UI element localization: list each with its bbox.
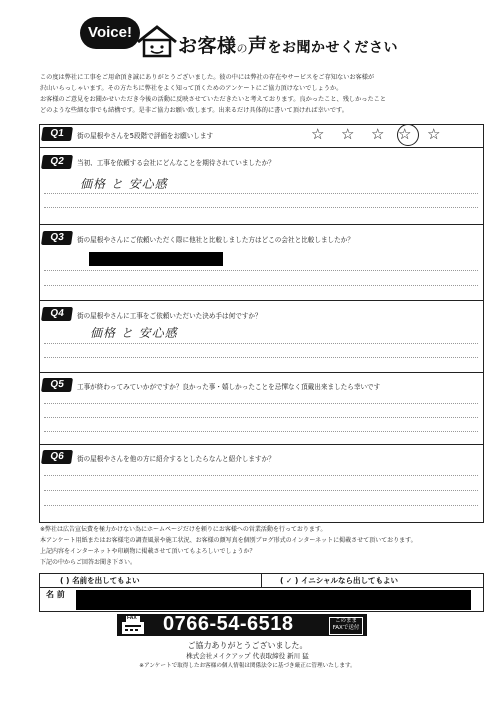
ruled-line [44, 285, 478, 286]
star-icon[interactable]: ☆ [311, 125, 325, 143]
q4-text: 街の屋根やさんに工事をご依頼いただいた決め手は何ですか？ [77, 312, 262, 320]
intro-line: 沢山いらっしゃいます。その方たちに弊社をよく知って頂くためのアンケートにご協力頂けないでしょうか。 [40, 85, 343, 92]
ruled-line [44, 207, 478, 208]
privacy-note: ※アンケートで取得したお客様の個人情報は関係法令に基づき厳正に管理いたします。 [139, 663, 356, 669]
q5-badge: Q5 [41, 378, 73, 392]
fax-bar [117, 614, 367, 636]
q3-badge: Q3 [41, 231, 73, 245]
fax-label: FAX [127, 615, 137, 621]
star-icon[interactable]: ☆ [398, 125, 412, 143]
option-initial-ok-label: イニシャルなら出してもよい [301, 576, 399, 585]
title-no: の [236, 42, 249, 55]
house-icon [136, 24, 178, 58]
q6-badge: Q6 [41, 450, 73, 464]
intro-line: この度は弊社に工事をご用命頂き誠にありがとうございました。彼の中には弊社の存在やサービスをご存知ないお客様が [40, 74, 375, 81]
fax-tag-line: このまま [334, 618, 357, 624]
voice-badge: Voice! [80, 17, 140, 49]
q6-text: 街の屋根やさんを他の方に紹介するとしたらなんと紹介しますか？ [77, 455, 275, 463]
note-line: 本アンケート用紙またはお客様宅の調査風景や施工状況、お客様の顔写真を個別ブログ形式のインターネットに掲載させて頂いております。 [40, 537, 417, 544]
fax-number: 0766-54-6518 [163, 613, 294, 635]
star-icon-selected[interactable]: ☆ [427, 125, 441, 143]
questionnaire [39, 124, 484, 523]
ruled-line [44, 431, 478, 432]
q4-badge: Q4 [41, 307, 73, 321]
divider [40, 444, 483, 445]
option-name-ok-mark[interactable]: ( ) [60, 576, 70, 585]
divider [40, 224, 483, 225]
page-title [178, 31, 398, 58]
ruled-line [44, 343, 478, 344]
title-koe: 声 [248, 35, 268, 57]
fax-tag [329, 617, 363, 635]
name-field-label: 名 前 [46, 590, 65, 599]
q1-badge: Q1 [41, 127, 73, 141]
q5-text: 工事が終わってみていかがですか？良かった事・嬉しかったことを忌憚なく頂戴出来ましたら幸いです [77, 383, 381, 391]
name-field-redacted[interactable] [76, 590, 471, 610]
q2-text: 当初、工事を依頼する会社にどんなことを期待されていましたか？ [77, 159, 275, 167]
rating-selection-circle [397, 124, 419, 146]
note-line: 下記の中からご回答お聞き下さい。 [40, 559, 137, 566]
intro-line: どのような些細な事でも結構です。是非ご協力お願い致します。出来るだけ具体的に書いて頂ければ幸いです。 [40, 107, 348, 114]
option-name-ok-label: 名前を出してもよい [72, 576, 140, 585]
title-rest: をお聞かせください [267, 40, 399, 56]
q2-answer: 価格 と 安心感 [80, 177, 168, 191]
fax-tag-line: FAXで送付 [332, 625, 360, 631]
q4-answer: 価格 と 安心感 [90, 326, 178, 340]
intro-line: お客様のご意見をお聞かせいただき今後の活動に反映させていただきたいと考えております。良かったこと、残しかったこと [40, 96, 387, 103]
thanks-text: ご協力ありがとうございました。 [187, 641, 308, 650]
title-kokyakusama: 客様 [197, 35, 237, 57]
ruled-line [44, 490, 478, 491]
ruled-line [44, 403, 478, 404]
company-signature: 株式会社メイクアップ 代表取締役 新川 猛 [186, 652, 309, 660]
note-line: 上記内容をインターネットや印刷物に掲載させて頂いてもよろしいでしょうか？ [40, 548, 256, 555]
redacted-company-2 [163, 252, 223, 266]
divider [40, 147, 483, 148]
title-o: お [178, 35, 198, 57]
star-icon[interactable]: ☆ [371, 125, 385, 143]
divider [40, 300, 483, 301]
redaction-mark [158, 256, 161, 262]
note-line: ※弊社は広告宣伝費を極力かけない為にホームページだけを頼りにお客様への営業活動を行っております。 [40, 526, 327, 533]
option-initial-ok-mark[interactable]: ( ✓ ) [280, 576, 299, 585]
q3-text: 街の屋根やさんにご依頼いただく際に他社と比較しました方はどこの会社と比較しましたか？ [77, 236, 354, 244]
divider [40, 372, 483, 373]
ruled-line [44, 505, 478, 506]
redacted-company-1 [89, 252, 166, 266]
q2-badge: Q2 [41, 155, 73, 169]
divider [40, 587, 483, 588]
ruled-line [44, 475, 478, 476]
option-name-ok[interactable] [60, 574, 140, 587]
q1-text: 街の屋根やさんを5段階で評価をお願いします [77, 132, 214, 140]
option-initial-ok[interactable] [280, 574, 398, 587]
star-icon[interactable]: ☆ [341, 125, 355, 143]
ruled-line [44, 270, 478, 271]
ruled-line [44, 357, 478, 358]
publish-options [39, 573, 484, 612]
ruled-line [44, 193, 478, 194]
divider [261, 574, 262, 587]
ruled-line [44, 417, 478, 418]
